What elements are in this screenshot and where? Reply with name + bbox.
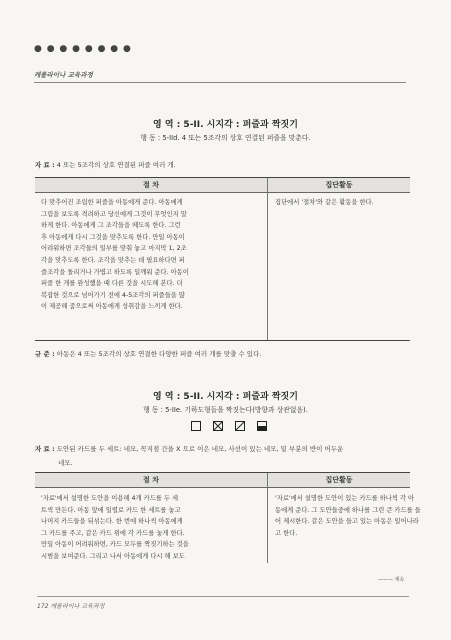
procedure-header: 절 차 (35, 178, 268, 193)
column-divider (267, 193, 268, 340)
section2-behavior: 행 동 : 5-IIe. 기하도형들을 짝짓는다(방향과 상관없음). (143, 406, 308, 414)
section1-materials (35, 160, 176, 169)
materials-key: 자 료 : (35, 161, 55, 169)
group-activity-text (275, 493, 421, 539)
materials-text: 4 또는 5조각의 상호 연결된 퍼즐 여러 개. (56, 161, 176, 169)
square-shape-icon (191, 421, 201, 431)
materials-text-line1: 도안된 카드를 두 세트: 네모, 꼭지점 간을 X 으로 이은 네모, 사선이 있는 네모, 밑 부분의 반이 어두운 (56, 445, 344, 453)
x-lines (214, 422, 222, 430)
section1-behavior: 행 동 : 5-IId. 4 또는 5조각의 상호 연결된 퍼즐을 맞춘다. (140, 134, 311, 142)
procedure-line: 그림을 보도록 격려하고 당신에게 그것이 무엇인지 말 (41, 210, 187, 218)
procedure-line: 퍼즐 한 개를 완성했을 때 다른 것을 시도해 본다. 더 (41, 280, 183, 288)
procedure-line: 복잡한 것으로 넘어가기 전에 4-5조각의 퍼즐들을 많 (41, 291, 185, 299)
square-x-shape-icon (213, 421, 223, 431)
continued-label: 계속 (394, 577, 405, 583)
header-rule (34, 82, 406, 83)
group-activity-header: 집단활동 (268, 473, 410, 488)
procedure-line: 그 카드를 주고, 같은 카드 위에 각 카드를 놓게 한다. (41, 529, 185, 537)
section2-materials (35, 444, 343, 453)
procedure-line: 후 아동에게 다시 그것을 맞추도록 한다. 만일 아동이 (41, 233, 185, 241)
running-header: 캐롤라이나 교육과정 (34, 71, 93, 79)
section1-activity-table (35, 177, 410, 341)
materials-text-line2: 네모. (58, 459, 73, 467)
group-activity-text (275, 197, 407, 209)
procedure-line: 다 맞추어진 조립한 퍼즐을 아동에게 준다. 아동에게 (41, 199, 183, 206)
section2-activity-table (35, 472, 421, 563)
procedure-line: 하게 한다. 아동에게 그 조각들을 떼도록 한다. 그런 (41, 222, 181, 230)
procedure-line: 어려워하면 조각들의 일부를 맞춰 놓고 마지막 1, 2조 (41, 245, 187, 253)
criteria-text: 아동은 4 또는 5조각의 상호 연결한 다양한 퍼즐 여러 개를 맞출 수 있다. (56, 350, 262, 358)
materials-key: 자 료 : (35, 445, 55, 453)
procedure-line: 트씩 만든다. 아동 앞에 일렬로 카드 한 세트를 놓고 (41, 506, 181, 514)
column-divider (267, 488, 268, 563)
square-diagonal-shape-icon (235, 421, 245, 431)
procedure-header: 절 차 (35, 473, 268, 488)
criteria-key: 규 준 : (35, 350, 55, 358)
square-half-filled-shape-icon (257, 421, 267, 431)
section2-title: 영 역 : 5-II. 시지각 : 퍼즐과 짝짓기 (153, 392, 298, 402)
continued-marker: ——— 계속 (378, 577, 405, 583)
group-activity-line: 집단에서 '절차'와 같은 활동을 한다. (275, 199, 374, 206)
group-activity-line: 어 제시한다. 같은 도안을 들고 있는 아동은 일어나라 (275, 518, 419, 526)
procedure-line: 각을 맞추도록 한다. 조각을 맞추는 데 필요하다면 퍼 (41, 256, 185, 264)
half-fill (258, 426, 266, 430)
group-activity-header: 집단활동 (268, 178, 410, 193)
section1-title: 영 역 : 5-II. 시지각 : 퍼즐과 짝짓기 (153, 120, 298, 130)
procedure-line: 만일 아동이 어려워하면, 카드 모두를 짝짓기하는 것을 (41, 541, 189, 549)
procedure-text (41, 197, 263, 313)
section1-criteria (35, 349, 261, 358)
footer-rule (37, 596, 409, 597)
group-activity-line: 동에게 준다. 그 도안들중에 하나를 그린 큰 카드를 들 (275, 506, 421, 514)
procedure-line: 즐조각을 돌리거나 가볍고 하도록 일깨워 준다. 아동이 (41, 268, 189, 276)
page-footer: 172 캐롤라이나 교육과정 (37, 603, 105, 610)
procedure-line: 나머지 카드들을 뒤섞는다. 한 번에 하나씩 아동에게 (41, 518, 183, 526)
procedure-line: '자료'에서 설명한 도안을 이용해 4개 카드를 두 세 (41, 495, 179, 502)
diagonal-line (236, 422, 244, 430)
group-activity-line: '자료'에서 설명한 도안이 있는 카드를 하나씩 각 아 (275, 495, 415, 502)
group-activity-line: 고 한다. (275, 529, 298, 537)
procedure-text (41, 493, 263, 563)
header-dots: ● ● ● ● ● ● ● ● (34, 44, 132, 54)
procedure-line: 시범을 보여준다. 그리고 나서 아동에게 다시 해 보도 (41, 552, 185, 560)
procedure-line: 이 제공해 줌으로써 아동에게 성취감을 느끼게 한다. (41, 303, 183, 311)
